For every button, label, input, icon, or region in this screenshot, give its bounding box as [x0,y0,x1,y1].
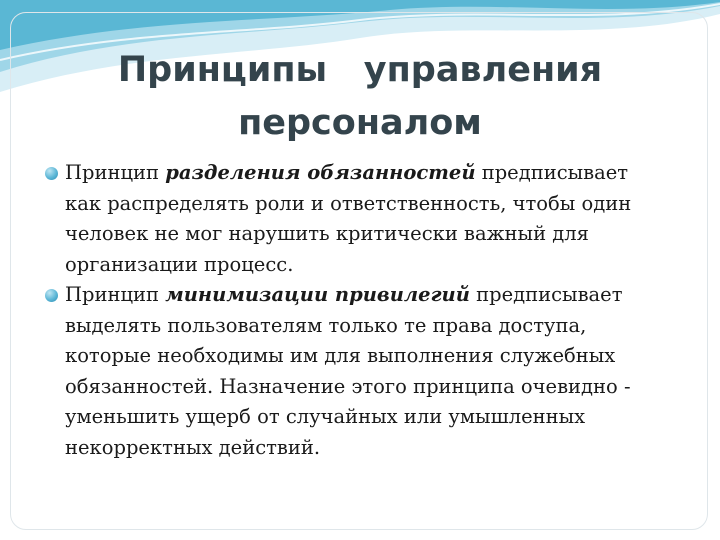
text-run: предписывает [475,161,629,184]
bullet-item [0,280,720,463]
text-line: которые необходимы им для выполнения служебных [65,344,616,367]
text-run: Принцип [65,283,166,306]
text-line: выделять пользователям только те права доступа, [65,313,587,337]
bullet-item [0,158,720,280]
emphasized-term: разделения обязанностей [165,161,476,184]
title-line: персоналом [238,103,482,143]
emphasized-term: минимизации привилегий [165,283,470,306]
text-line: организации процесс. [65,252,294,276]
text-line [65,158,696,189]
round-bullet-icon [45,289,58,302]
slide-title [0,44,720,150]
text-line: уменьшить ущерб от случайных или умышленных [65,405,586,428]
text-line: обязанностей. Назначение этого принципа очевидно - [65,374,631,398]
round-bullet-icon [45,167,58,180]
text-line: как распределять роли и ответственность, чтобы один [65,191,632,215]
text-run: Принцип [65,161,166,184]
text-line [65,280,696,311]
text-run: предписывает [469,283,623,306]
title-line: Принципы управления [117,50,603,90]
bullet-list [0,158,720,463]
text-line: человек не мог нарушить критически важный для [65,222,589,245]
text-line: некорректных действий. [65,435,321,459]
